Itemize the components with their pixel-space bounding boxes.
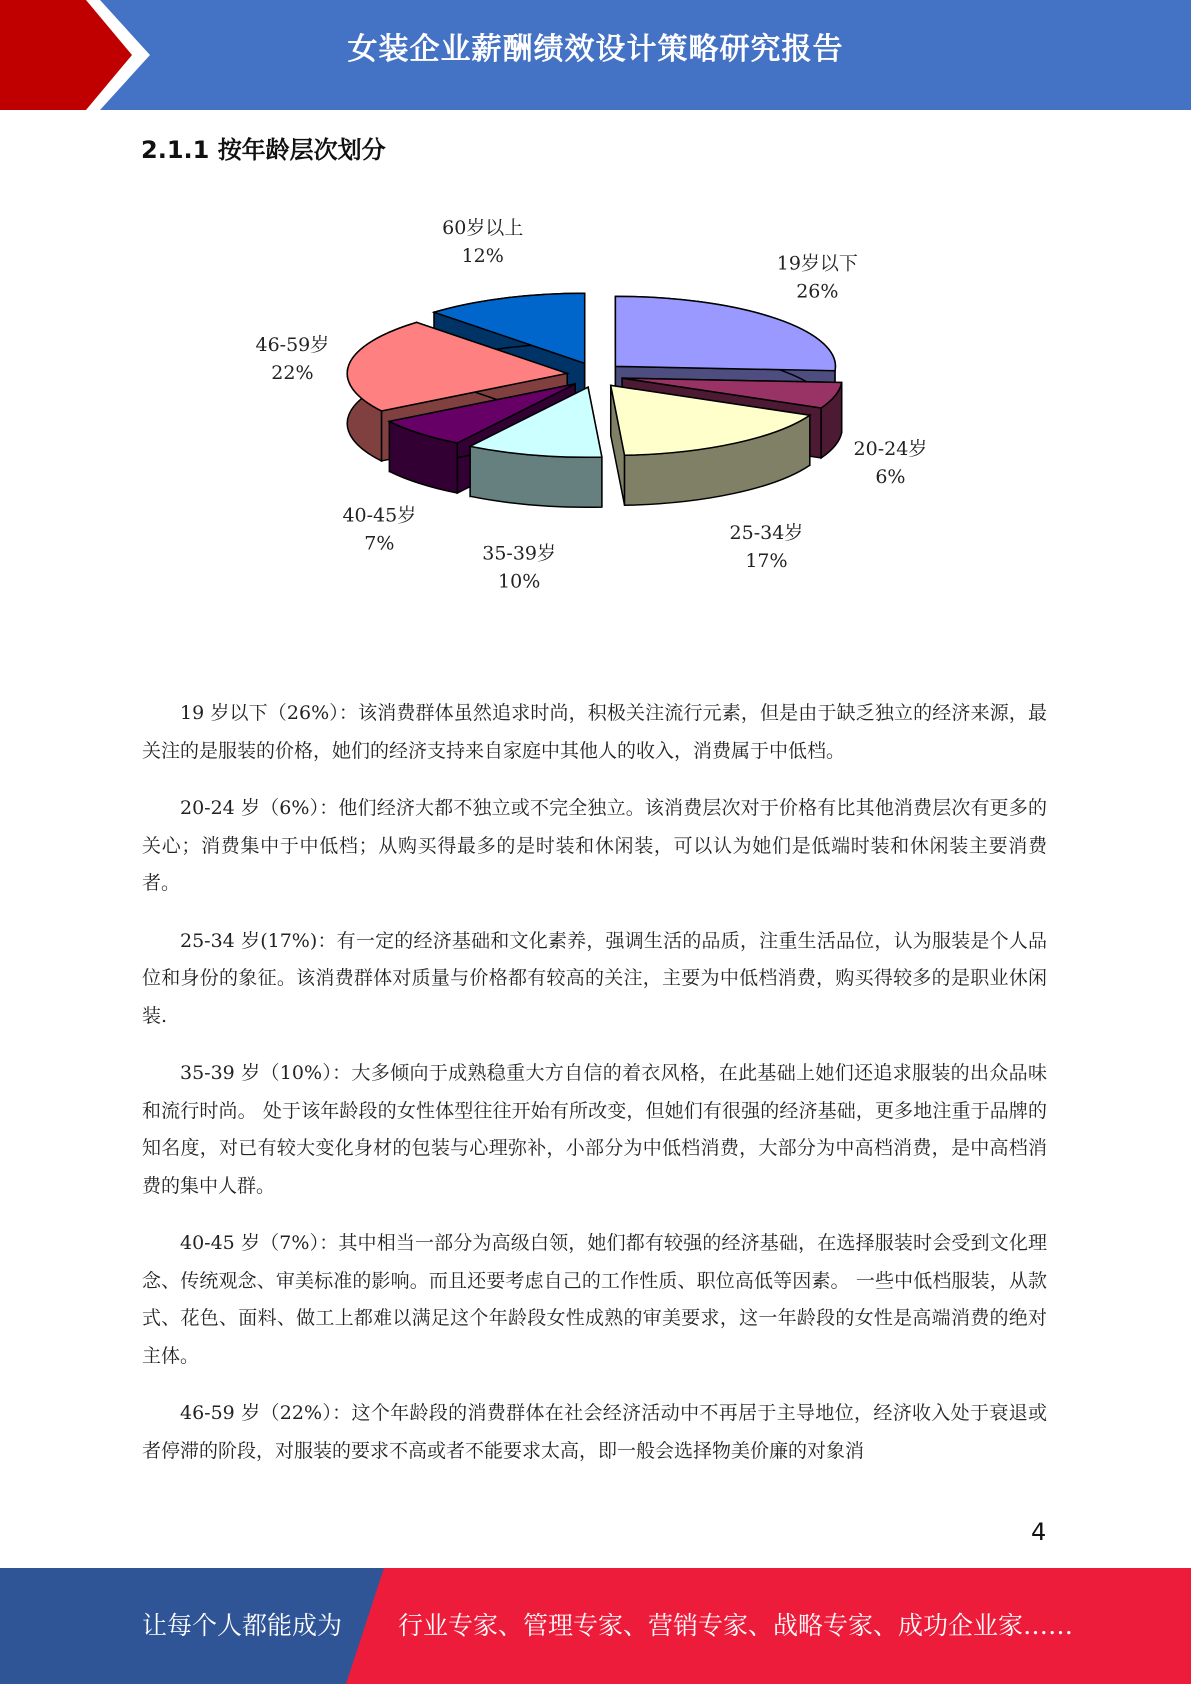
paragraph: 19 岁以下（26%）：该消费群体虽然追求时尚，积极关注流行元素，但是由于缺乏独立的经济来源，最关注的是服装的价格，她们的经济支持来自家庭中其他人的收入，消费属于中低档。: [142, 702, 1047, 762]
slice-value-label: 7%: [364, 532, 395, 555]
paragraph: 25-34 岁(17%)：有一定的经济基础和文化素养，强调生活的品质，注重生活品位，认为服装是个人品位和身份的象征。该消费群体对质量与价格都有较高的关注，主要为中低档消费，购买得较多的是职业休闲装.: [142, 929, 1047, 1027]
slice-label: 20-24岁: [853, 438, 928, 461]
slice-label: 25-34岁: [729, 521, 804, 544]
paragraph: 46-59 岁（22%）：这个年龄段的消费群体在社会经济活动中不再居于主导地位，经济收入处于衰退或者停滞的阶段，对服装的要求不高或者不能要求太高，即一般会选择物美价廉的对象消: [142, 1402, 1047, 1462]
slice-label: 19岁以下: [776, 252, 858, 275]
slice-label: 40-45岁: [342, 504, 417, 527]
body-text: [142, 695, 1047, 1490]
report-title: 女装企业薪酬绩效设计策略研究报告: [347, 32, 844, 67]
footer-slogan-left: 让每个人都能成为: [142, 1611, 343, 1640]
slice-value-label: 17%: [745, 549, 788, 572]
section-heading: 2.1.1 按年龄层次划分: [141, 136, 386, 164]
slice-value-label: 12%: [461, 245, 504, 268]
header-banner: [0, 0, 1191, 110]
slice-value-label: 6%: [875, 466, 906, 489]
paragraph: 35-39 岁（10%）：大多倾向于成熟稳重大方自信的着衣风格，在此基础上她们还追求服装的出众品味和流行时尚。 处于该年龄段的女性体型往往开始有所改变，但她们有很强的经济基础，更多地注重于品牌的知名度，对已有较大变化身材的包装与心理弥补，小部分为中低档消费，大部分为中高档消费，是中高档消费的集中人群。: [142, 1062, 1047, 1197]
pie-slice-top-0: [615, 296, 835, 370]
slice-label: 35-39岁: [482, 542, 557, 565]
paragraph: 40-45 岁（7%）：其中相当一部分为高级白领，她们都有较强的经济基础，在选择服装时会受到文化理念、传统观念、审美标准的影响。而且还要考虑自己的工作性质、职位高低等因素。 一些中低档服装，从款式、花色、面料、做工上都难以满足这个年龄段女性成熟的审美要求，这一年龄段的女性是高端消费的绝对主体。: [142, 1232, 1047, 1367]
slice-value-label: 26%: [796, 280, 839, 303]
age-distribution-pie-chart: [0, 217, 1191, 593]
slice-value-label: 22%: [271, 361, 314, 384]
slice-value-label: 10%: [498, 570, 541, 593]
footer-banner: [0, 1568, 1191, 1684]
slice-label: 60岁以上: [442, 217, 524, 240]
paragraph: 20-24 岁（6%）：他们经济大都不独立或不完全独立。该消费层次对于价格有比其他消费层次有更多的关心；消费集中于中低档；从购买得最多的是时装和休闲装，可以认为她们是低端时装和休闲装主要消费者。: [142, 797, 1047, 894]
page-number: 4: [1031, 1518, 1047, 1546]
footer-slogan-right: 行业专家、管理专家、营销专家、战略专家、成功企业家……: [398, 1611, 1074, 1640]
slice-label: 46-59岁: [255, 333, 330, 356]
